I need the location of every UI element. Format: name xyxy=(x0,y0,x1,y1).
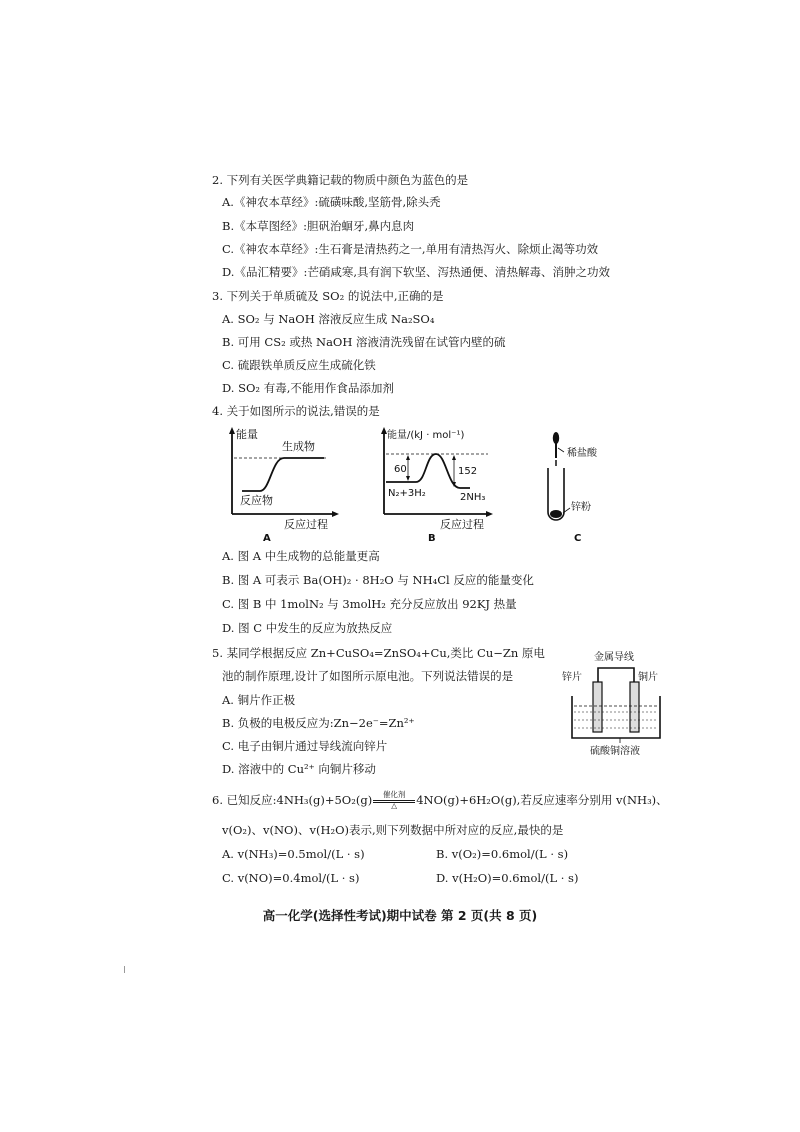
fig-a-ylabel: 能量 xyxy=(236,428,258,441)
q3-option-c: C. 硫跟铁单质反应生成硫化铁 xyxy=(222,358,376,372)
scan-mark xyxy=(124,966,125,973)
q6-reaction-arrow xyxy=(373,790,415,810)
cell-solution-label: 硫酸铜溶液 xyxy=(590,746,640,757)
q6-stem-continued: v(O₂)、v(NO)、v(H₂O)表示,则下列数据中所对应的反应,最快的是 xyxy=(222,823,564,837)
cell-copper-label: 铜片 xyxy=(638,672,658,683)
q5-option-b: B. 负极的电极反应为:Zn−2e⁻=Zn²⁺ xyxy=(222,716,415,730)
q3-option-b: B. 可用 CS₂ 或热 NaOH 溶液清洗残留在试管内壁的硫 xyxy=(222,335,506,349)
q5-option-c: C. 电子由铜片通过导线流向锌片 xyxy=(222,739,388,753)
q4-stem: 4. 关于如图所示的说法,错误的是 xyxy=(212,404,380,418)
fig-b-caption: B xyxy=(428,533,436,542)
q6-option-c: C. v(NO)=0.4mol/(L · s) xyxy=(222,871,360,885)
q5-cell-figure xyxy=(560,642,670,758)
q6-catalyst-label: 催化剂 xyxy=(382,790,406,799)
page-footer: 高一化学(选择性考试)期中试卷 第 2 页(共 8 页) xyxy=(262,908,538,923)
q3-option-d: D. SO₂ 有毒,不能用作食品添加剂 xyxy=(222,381,394,395)
q6-option-d: D. v(H₂O)=0.6mol/(L · s) xyxy=(436,871,579,885)
fig-b-ylabel: 能量/(kJ · mol⁻¹) xyxy=(387,430,465,441)
fig-b-xlabel: 反应过程 xyxy=(440,518,484,531)
fig-b-value-152: 152 xyxy=(458,466,478,477)
q6-option-a: A. v(NH₃)=0.5mol/(L · s) xyxy=(222,847,365,861)
q3-option-a: A. SO₂ 与 NaOH 溶液反应生成 Na₂SO₄ xyxy=(222,312,435,326)
fig-b-reactant: N₂+3H₂ xyxy=(388,488,426,499)
q4-option-c: C. 图 B 中 1molN₂ 与 3molH₂ 充分反应放出 92KJ 热量 xyxy=(222,597,517,611)
cell-wire-label: 金属导线 xyxy=(594,652,634,663)
fig-a-product: 生成物 xyxy=(282,440,315,453)
q2-option-d: D.《品汇精要》:芒硝咸寒,具有润下软坚、泻热通便、清热解毒、消肿之功效 xyxy=(222,265,610,279)
q5-stem-continued: 池的制作原理,设计了如图所示原电池。下列说法错误的是 xyxy=(222,669,514,683)
q5-option-a: A. 铜片作正极 xyxy=(222,693,296,707)
q4-figure-c xyxy=(534,424,624,542)
q6-heat-label: △ xyxy=(391,801,398,810)
fig-c-caption: C xyxy=(574,533,582,542)
q5-stem: 5. 某同学根据反应 Zn+CuSO₄=ZnSO₄+Cu,类比 Cu−Zn 原电 xyxy=(212,646,545,660)
q6-stem-pre: 6. 已知反应:4NH₃(g)+5O₂(g) xyxy=(212,793,373,807)
q4-figure-b xyxy=(376,424,496,542)
q5-option-d: D. 溶液中的 Cu²⁺ 向铜片移动 xyxy=(222,762,376,776)
q6-option-b: B. v(O₂)=0.6mol/(L · s) xyxy=(436,847,569,861)
fig-c-zinc-label: 锌粉 xyxy=(571,502,591,513)
fig-a-caption: A xyxy=(263,533,271,542)
fig-c-acid-label: 稀盐酸 xyxy=(567,448,597,459)
q2-option-c: C.《神农本草经》:生石膏是清热药之一,单用有清热泻火、除烦止渴等功效 xyxy=(222,242,599,256)
q2-stem: 2. 下列有关医学典籍记载的物质中颜色为蓝色的是 xyxy=(212,173,469,187)
q6-stem-post: 4NO(g)+6H₂O(g),若反应速率分别用 v(NH₃)、 xyxy=(416,793,668,807)
q4-option-d: D. 图 C 中发生的反应为放热反应 xyxy=(222,621,393,635)
q4-figure-a xyxy=(222,424,342,542)
fig-a-xlabel: 反应过程 xyxy=(284,518,328,531)
fig-a-reactant: 反应物 xyxy=(240,494,273,507)
q6-stem xyxy=(212,792,668,809)
q3-stem: 3. 下列关于单质硫及 SO₂ 的说法中,正确的是 xyxy=(212,289,444,303)
fig-b-product: 2NH₃ xyxy=(460,492,486,503)
q4-option-b: B. 图 A 可表示 Ba(OH)₂ · 8H₂O 与 NH₄Cl 反应的能量变化 xyxy=(222,573,534,587)
q4-option-a: A. 图 A 中生成物的总能量更高 xyxy=(222,549,380,563)
cell-zinc-label: 锌片 xyxy=(562,672,582,683)
q2-option-a: A.《神农本草经》:硫磺味酸,坚筋骨,除头秃 xyxy=(222,195,441,209)
q2-option-b: B.《本草图经》:胆矾治蛔牙,鼻内息肉 xyxy=(222,219,415,233)
fig-b-value-60: 60 xyxy=(394,464,407,475)
